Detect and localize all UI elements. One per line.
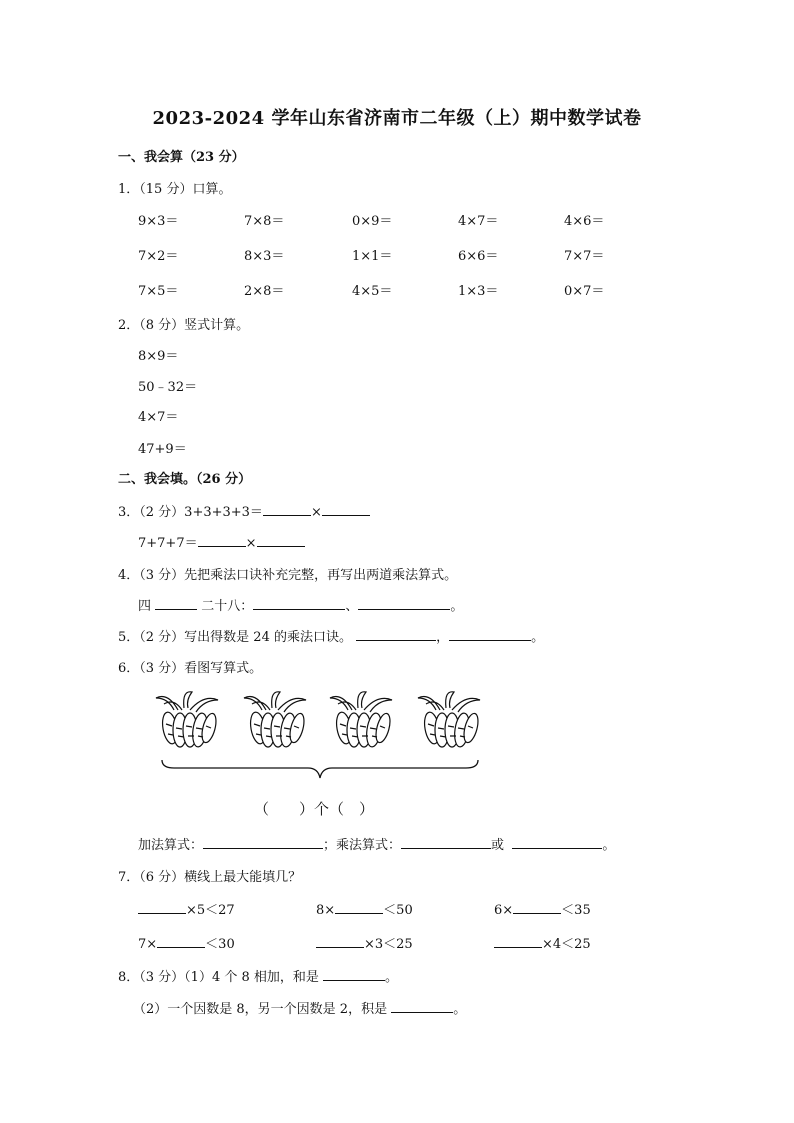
q7-post: ＜50: [383, 903, 413, 918]
q7-item: [316, 899, 413, 918]
q6-caption: （ ）个（ ）: [254, 800, 375, 818]
q4-prefix: 四: [138, 599, 152, 614]
q6-answer-line: [138, 834, 615, 853]
q4-mid: 二十八：: [201, 599, 254, 614]
answer-blank[interactable]: [335, 901, 383, 914]
q1-item: 4×6＝: [564, 214, 605, 229]
radish-bundle-image: [148, 688, 228, 754]
answer-blank[interactable]: [203, 836, 323, 849]
answer-blank[interactable]: [356, 628, 436, 641]
q8-end: 。: [385, 970, 399, 985]
q1-item: 2×8＝: [244, 284, 285, 299]
answer-blank[interactable]: [138, 901, 186, 914]
q4-label: 4．（3 分）先把乘法口诀补充完整，再写出两道乘法算式。: [118, 568, 458, 583]
q8-end: 。: [453, 1002, 467, 1017]
q7-label: 7．（6 分）横线上最大能填几？: [118, 870, 302, 885]
q1-item: 7×5＝: [138, 284, 179, 299]
answer-blank[interactable]: [155, 597, 197, 610]
q6-add-label: 加法算式：: [138, 838, 204, 853]
q7-pre: 6×: [494, 903, 514, 918]
answer-blank[interactable]: [391, 1000, 453, 1013]
answer-blank[interactable]: [494, 935, 542, 948]
q7-pre: 7×: [138, 937, 158, 952]
q4-sep: 、: [345, 599, 359, 614]
q6-label: 6．（3 分）看图写算式。: [118, 661, 263, 676]
answer-blank[interactable]: [253, 597, 345, 610]
q8-line1: [118, 966, 398, 985]
q8-line2: [133, 998, 466, 1017]
q1-label: 1．（15 分）口算。: [118, 182, 232, 197]
radish-bundle-image: [410, 688, 490, 754]
q1-item: 4×5＝: [352, 284, 393, 299]
q6-semi: ；: [323, 838, 337, 853]
q5-sep: ，: [436, 630, 450, 645]
curly-brace-icon: [160, 758, 480, 782]
q5-line: [118, 626, 544, 645]
answer-blank[interactable]: [512, 836, 602, 849]
q1-item: 9×3＝: [138, 214, 179, 229]
q1-item: 7×2＝: [138, 249, 179, 264]
answer-blank[interactable]: [316, 935, 364, 948]
q6-or: 或: [491, 838, 505, 853]
q4-line: [138, 595, 463, 614]
q5-end: 。: [531, 630, 545, 645]
q7-pre: 8×: [316, 903, 336, 918]
q2-label: 2．（8 分）竖式计算。: [118, 318, 250, 333]
page-title: 2023-2024 学年山东省济南市二年级（上）期中数学试卷: [152, 108, 642, 129]
q7-post: ×5＜27: [186, 903, 235, 918]
q1-item: 0×7＝: [564, 284, 605, 299]
q8-label: 8．（3 分）（1）4 个 8 相加，和是: [118, 970, 319, 985]
q8-sub2: （2）一个因数是 8，另一个因数是 2，积是: [133, 1002, 388, 1017]
answer-blank[interactable]: [358, 597, 450, 610]
q1-item: 0×9＝: [352, 214, 393, 229]
answer-blank[interactable]: [513, 901, 561, 914]
q7-item: [494, 933, 591, 952]
q7-item: [494, 899, 591, 918]
q7-item: [316, 933, 413, 952]
q3-line2: [138, 532, 305, 551]
q2-item: 8×9＝: [138, 349, 179, 364]
answer-blank[interactable]: [263, 503, 311, 516]
answer-blank[interactable]: [401, 836, 491, 849]
radish-bundle-image: [322, 688, 402, 754]
q2-item: 4×7＝: [138, 410, 179, 425]
q1-item: 8×3＝: [244, 249, 285, 264]
answer-blank[interactable]: [157, 935, 205, 948]
q7-post: ＜30: [205, 937, 235, 952]
q3-line1: [118, 501, 370, 520]
q1-item: 6×6＝: [458, 249, 499, 264]
answer-blank[interactable]: [198, 534, 246, 547]
answer-blank[interactable]: [323, 968, 385, 981]
q3-times: ×: [310, 505, 322, 520]
q7-post: ×3＜25: [364, 937, 413, 952]
section-2-heading: 二、我会填。（26 分）: [118, 472, 252, 487]
q5-label: 5．（2 分）写出得数是 24 的乘法口诀。: [118, 630, 352, 645]
answer-blank[interactable]: [449, 628, 531, 641]
q6-end: 。: [602, 838, 616, 853]
q4-end: 。: [450, 599, 464, 614]
q2-item: 47+9＝: [138, 442, 187, 457]
answer-blank[interactable]: [257, 534, 305, 547]
q7-post: ＜35: [561, 903, 591, 918]
q1-item: 4×7＝: [458, 214, 499, 229]
q7-post: ×4＜25: [542, 937, 591, 952]
q6-mul-label: 乘法算式：: [336, 838, 402, 853]
q2-item: 50﹣32＝: [138, 380, 198, 395]
q1-item: 1×3＝: [458, 284, 499, 299]
q1-item: 7×8＝: [244, 214, 285, 229]
q3-line2-label: 7+7+7＝: [138, 536, 198, 551]
q1-item: 1×1＝: [352, 249, 393, 264]
q1-item: 7×7＝: [564, 249, 605, 264]
q3-times: ×: [245, 536, 257, 551]
section-1-heading: 一、我会算（23 分）: [118, 150, 245, 165]
answer-blank[interactable]: [322, 503, 370, 516]
q7-item: [138, 933, 235, 952]
q7-item: [138, 899, 235, 918]
radish-bundle-image: [236, 688, 316, 754]
q3-label: 3．（2 分）3+3+3+3＝: [118, 505, 263, 520]
